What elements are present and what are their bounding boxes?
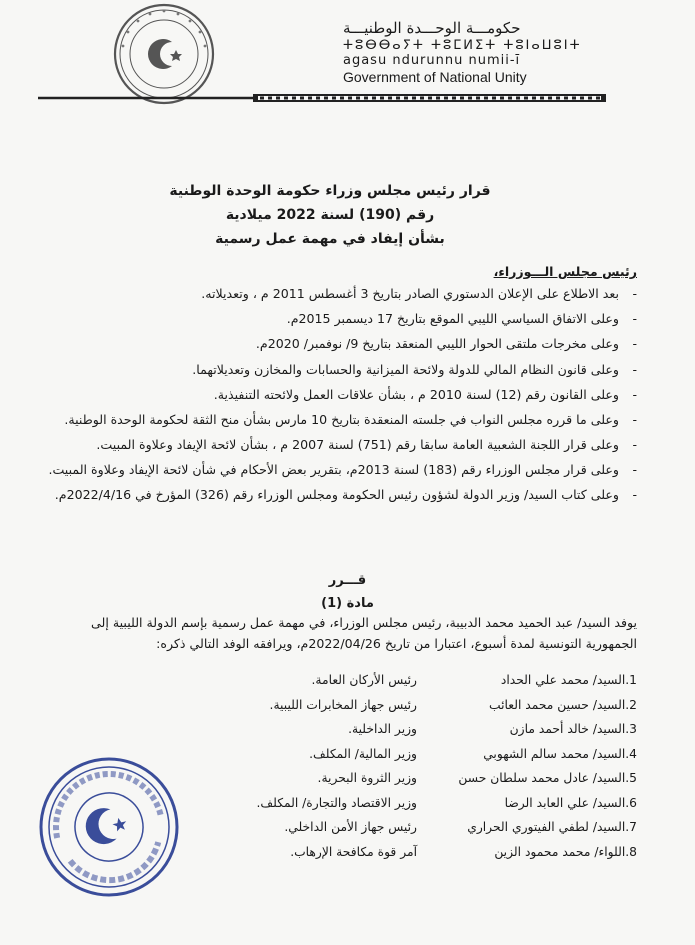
- article-heading: مادة (1): [321, 595, 374, 611]
- preamble-clause: - وعلى قرار مجلس الوزراء رقم (183) لسنة 2013م، بتقرير بعض الأحكام في شأن لائحة الإيفاد وعلاوة المبيت.: [48, 462, 637, 478]
- preamble-clause: - وعلى الاتفاق السياسي الليبي الموقع بتاريخ 17 ديسمبر 2015م.: [286, 311, 637, 327]
- list-item: 6.السيد/ علي العابد الرضا وزير الاقتصاد والتجارة/ المكلف.: [256, 795, 637, 810]
- list-item: 2.السيد/ حسين محمد العائب رئيس جهاز المخابرات الليبية.: [269, 697, 637, 712]
- official-stamp-icon: [34, 752, 184, 902]
- list-item: 4.السيد/ محمد سالم الشهوبي وزير المالية/ المكلف.: [309, 746, 637, 761]
- decree-subject: بشأن إيفاد في مهمة عمل رسمية: [215, 230, 445, 247]
- preamble-clause: - وعلى قرار اللجنة الشعبية العامة سابقا رقم (751) لسنة 2007 م ، بشأن لائحة الإيفاد وعلاوة المبيت.: [96, 436, 637, 452]
- preamble: [47, 262, 637, 510]
- decree-title: قرار رئيس مجلس وزراء حكومة الوحدة الوطنية: [169, 183, 491, 199]
- header-english: Government of National Unity: [343, 69, 527, 86]
- preamble-clause: - وعلى ما قرره مجلس النواب في جلسته المنعقدة بتاريخ 10 مارس بشأن منح الثقة لحكومة الوحدة الوطنية.: [64, 411, 637, 427]
- government-header: [343, 20, 603, 85]
- article-text: يوفد السيد/ عبد الحميد محمد الدبيبة، رئيس مجلس الوزراء، في مهمة عمل رسمية بإسم الدولة الليبية إلى الجمهورية التونسية لمدة أسبوع، اعتبارا من تاريخ 2022/04/26م، ويرافقه الوفد التالي ذكره:: [91, 615, 637, 652]
- preamble-clause: - بعد الاطلاع على الإعلان الدستوري الصادر بتاريخ 3 أغسطس 2011 م ، وتعديلاته.: [201, 286, 637, 302]
- decision-heading: قـــرر: [328, 573, 367, 588]
- preamble-heading: رئيس مجلس الـــوزراء،: [493, 264, 637, 279]
- preamble-clause: - وعلى القانون رقم (12) لسنة 2010 م ، بشأن علاقات العمل ولائحته التنفيذية.: [213, 386, 637, 402]
- decree-number: رقم (190) لسنة 2022 ميلادية: [225, 206, 435, 223]
- header-tifinagh: ⵜⵓⴱⴱⴰⵢⵜ ⵜⵓⵎⵍⵉⵜ ⵜⵓⵏⴰⵡⵓⵏⵜ: [343, 38, 582, 54]
- preamble-clause: - وعلى قانون النظام المالي للدولة ولائحة الميزانية والحسابات والمخازن وتعديلاتهما.: [192, 361, 637, 377]
- state-emblem-seal-icon: [112, 2, 216, 106]
- decree-title-block: [100, 180, 560, 251]
- header-arabic: حكومـــة الوحـــدة الوطنيـــة: [343, 19, 521, 37]
- preamble-clause: - وعلى مخرجات ملتقى الحوار الليبي المنعقد بتاريخ 9/ نوفمبر/ 2020م.: [255, 336, 637, 352]
- list-item: 3.السيد/ خالد أحمد مازن وزير الداخلية.: [348, 722, 637, 736]
- list-item: 7.السيد/ لطفي الفيتوري الحراري رئيس جهاز الأمن الداخلي.: [284, 820, 637, 834]
- delegation-list: [207, 668, 637, 864]
- preamble-clause: - وعلى كتاب السيد/ وزير الدولة لشؤون رئيس الحكومة ومجلس الوزراء رقم (326) المؤرخ في 2022/4/16م.: [54, 487, 637, 503]
- header-divider: [38, 93, 606, 103]
- decision-heading-block: [0, 570, 695, 616]
- list-item: 5.السيد/ عادل محمد سلطان حسن وزير الثروة البحرية.: [317, 771, 637, 785]
- list-item: 8.اللواء/ محمد محمود الزين آمر قوة مكافحة الإرهاب.: [290, 844, 637, 859]
- list-item: 1.السيد/ محمد علي الحداد رئيس الأركان العامة.: [311, 673, 637, 687]
- header-amazigh-latin: agasu ndurunnu numii-ī: [343, 53, 521, 69]
